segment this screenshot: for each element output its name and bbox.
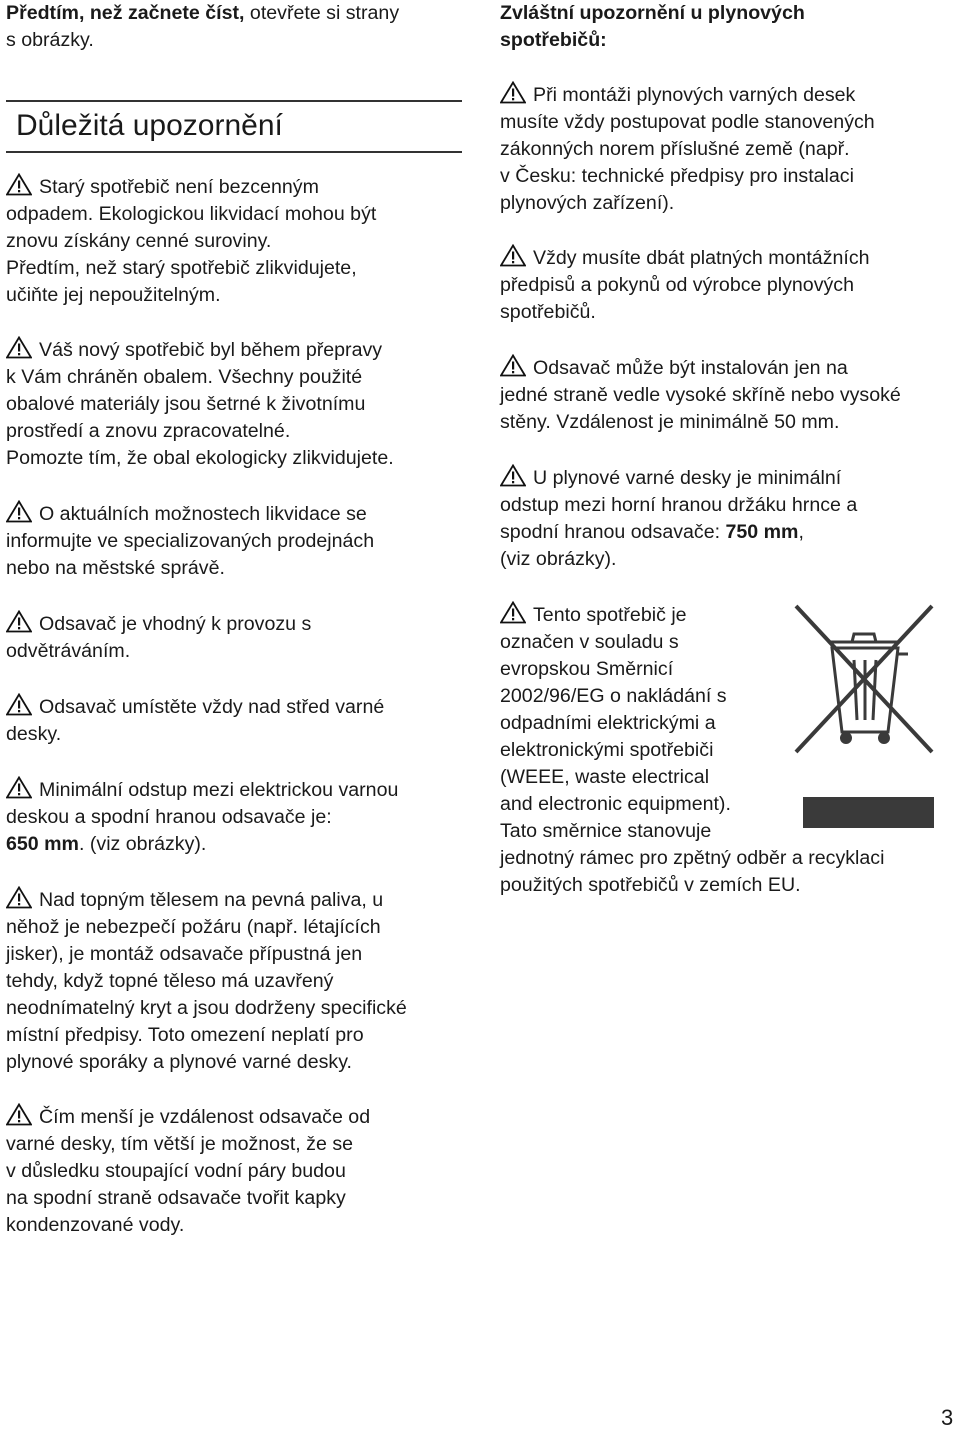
note-ventilation: Odsavač je vhodný k provozu s odvětráváním.	[6, 610, 311, 665]
weee-black-bar	[803, 797, 934, 828]
page-number: 3	[941, 1405, 954, 1430]
note-disposal-info: O aktuálních možnostech likvidace se informujte ve specializovaných prodejnách nebo na městské správě.	[6, 500, 374, 582]
note-old-appliance: Starý spotřebič není bezcenným odpadem. Ekologickou likvidací mohou být znovu získány cenné suroviny. Předtím, než starý spotřebič zlikvidujete, učiňte jej nepoužitelným.	[6, 173, 376, 309]
gas-section-heading: Zvláštní upozornění u plynových spotřebičů:	[500, 2, 805, 51]
warning-triangle-icon	[6, 1103, 32, 1126]
warning-triangle-icon	[500, 81, 526, 104]
warning-triangle-icon	[6, 500, 32, 523]
warning-triangle-icon	[6, 693, 32, 716]
warning-triangle-icon	[500, 601, 526, 624]
note-weee-directive: Tento spotřebič je označen v souladu s evropskou Směrnicí 2002/96/EG o nakládání s odpadními elektrickými a elektronickými spotřebiči (WEEE, waste electrical and electronic equipment). Tato směrnice stanovuje jednotný rámec pro zpětný odběr a recyklaci použitých spotřebičů v zemích EU.	[500, 601, 884, 899]
heading-rule-bottom	[6, 151, 462, 153]
note-min-distance-gas: U plynové varné desky je minimální odstup mezi horní hranou držáku hrnce a spodní hranou odsavače: 750 mm, (viz obrázky).	[500, 464, 857, 573]
note-condensation: Čím menší je vzdálenost odsavače od varné desky, tím větší je možnost, že se v důsledku stoupající vodní páry budou na spodní straně odsavače tvořit kapky kondenzované vody.	[6, 1103, 370, 1239]
note-gas-installation-norms: Při montáži plynových varných desek musíte vždy postupovat podle stanovených zákonných norem příslušné země (např. v Česku: technické předpisy pro instalaci plynových zařízení).	[500, 81, 875, 217]
distance-value: 650 mm	[6, 833, 79, 855]
warning-triangle-icon	[6, 776, 32, 799]
note-packaging: Váš nový spotřebič byl během přepravy k Vám chráněn obalem. Všechny použité obalové materiály jsou šetrné k životnímu prostředí a znovu zpracovatelné. Pomozte tím, že obal ekologicky zlikvidujete.	[6, 336, 394, 472]
note-side-clearance: Odsavač může být instalován jen na jedné straně vedle vysoké skříně nebo vysoké stěny. Vzdálenost je minimálně 50 mm.	[500, 354, 901, 436]
warning-triangle-icon	[6, 610, 32, 633]
gas-distance-value: 750 mm	[725, 521, 799, 543]
heading-rule-top	[6, 100, 462, 102]
intro-note: Předtím, než začnete číst, otevřete si strany s obrázky.	[6, 2, 400, 51]
note-centre-position: Odsavač umístěte vždy nad střed varné desky.	[6, 693, 384, 748]
crossed-out-wheelie-bin-icon	[794, 604, 934, 754]
warning-triangle-icon	[6, 886, 32, 909]
warning-triangle-icon	[500, 244, 526, 267]
warning-triangle-icon	[6, 173, 32, 196]
note-solid-fuel: Nad topným tělesem na pevná paliva, u něhož je nebezpečí požáru (např. létajících jisker), je montáž odsavače přípustná jen tehdy, když topné těleso má uzavřený neodnímatelný kryt a jsou dodrženy specifické místní předpisy. Toto omezení neplatí pro plynové sporáky a plynové varné desky.	[6, 886, 407, 1076]
warning-triangle-icon	[500, 464, 526, 487]
warning-triangle-icon	[500, 354, 526, 377]
warning-triangle-icon	[6, 336, 32, 359]
note-min-distance-electric: Minimální odstup mezi elektrickou varnou deskou a spodní hranou odsavače je: 650 mm. (viz obrázky).	[6, 776, 398, 858]
section-heading: Důležitá upozornění	[16, 109, 283, 142]
note-manufacturer-instructions: Vždy musíte dbát platných montážních předpisů a pokynů od výrobce plynových spotřebičů.	[500, 244, 870, 326]
